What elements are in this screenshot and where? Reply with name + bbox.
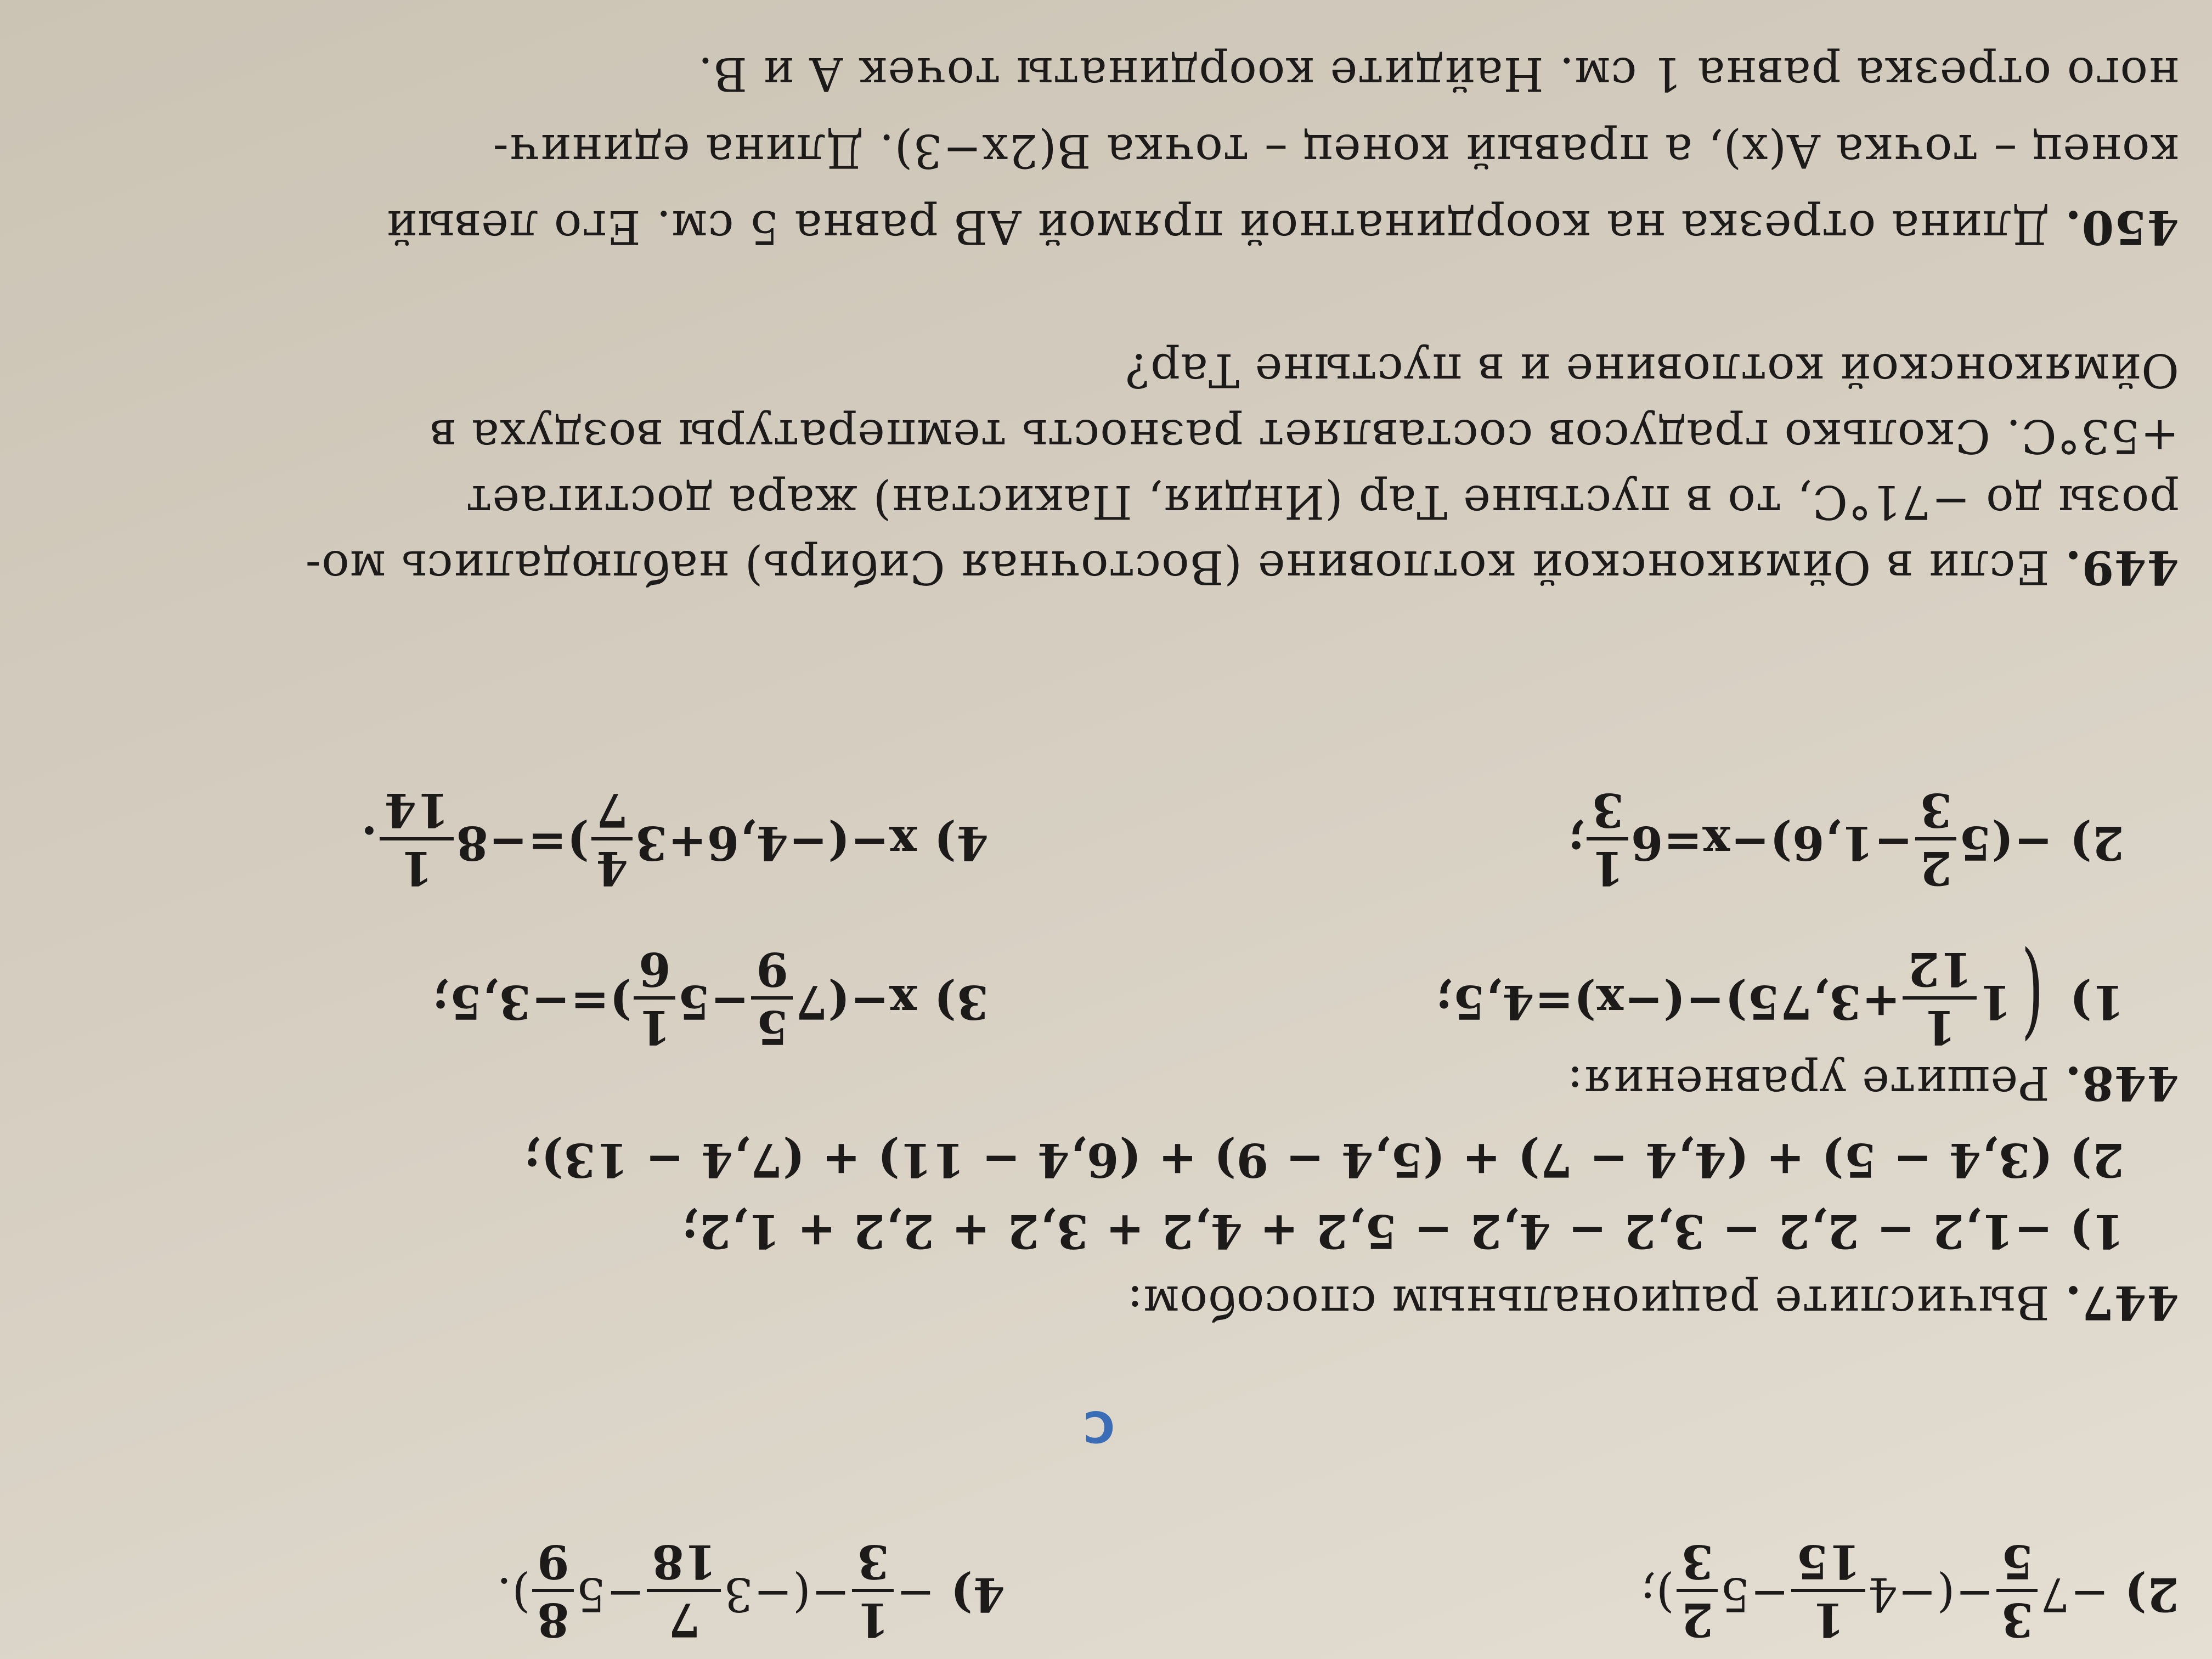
exercise-449-line-4: Оймяконской котловине и в пустыне Тар?: [1125, 343, 2179, 397]
exercise-number: 450.: [2064, 200, 2179, 255]
exercise-450-line-1: 450. Длина отрезка на координатной прямой AB равна 5 см. Его левый: [385, 200, 2179, 255]
exercise-449-line-1: 449. Если в Оймяконской котловине (Восточная Сибирь) наблюдались мо-: [304, 540, 2179, 595]
exercise-number: 447.: [2064, 1276, 2179, 1330]
exercise-448-heading: [1567, 1056, 2179, 1110]
exercise-447-item-2: 2) (3,4 − 5) + (4,4 − 7) + (5,4 − 9) + (6,4 − 11) + (7,4 − 13);: [523, 1133, 2124, 1187]
equation-448-1: 1) (1 1 12 +3,75)−(−x)=4,5;: [1435, 938, 2124, 1059]
section-letter: C: [1083, 1401, 1115, 1451]
top-item-2: 2) −7 3 5 −(−4 1 15 −5 2 3 );: [1639, 1534, 2179, 1647]
exercise-450-line-3: ного отрезка равна 1 см. Найдите координаты точек A и B.: [697, 47, 2179, 101]
exercise-number: 449.: [2064, 540, 2179, 595]
equation-448-3: 3) x−(7 5 9 −5 1 6 )=−3,5;: [431, 942, 989, 1054]
exercise-text: Решите уравнения:: [1566, 1056, 2050, 1110]
equation-448-2: 2) −(5 2 3 −1,6)−x=6 1 3 ;: [1567, 783, 2124, 895]
exercise-447-heading: [1127, 1276, 2179, 1330]
equation-448-4: 4) x−(−4,6+3 4 7 )=−8 1 14 .: [360, 783, 989, 895]
exercise-449-line-3: +53°С. Сколько градусов составляет разность температуры воздуха в: [429, 409, 2179, 463]
exercise-449-line-2: розы до −71°С, то в пустыне Тар (Индия, Пакистан) жара достигает: [465, 475, 2179, 529]
exercise-text: Вычислите рациональным способом:: [1126, 1276, 2050, 1329]
top-item-4: 4) − 1 3 −(−3 7 18 −5 8 9 ).: [496, 1534, 1005, 1647]
exercise-447-item-1: 1) −1,2 − 2,2 − 3,2 − 4,2 − 5,2 + 4,2 + 3,2 + 2,2 + 1,2;: [680, 1204, 2124, 1259]
exercise-number: 448.: [2064, 1056, 2179, 1110]
exercise-450-line-2: конец – точка A(x), а правый конец – точка B(2x−3). Длина единич-: [492, 124, 2179, 178]
